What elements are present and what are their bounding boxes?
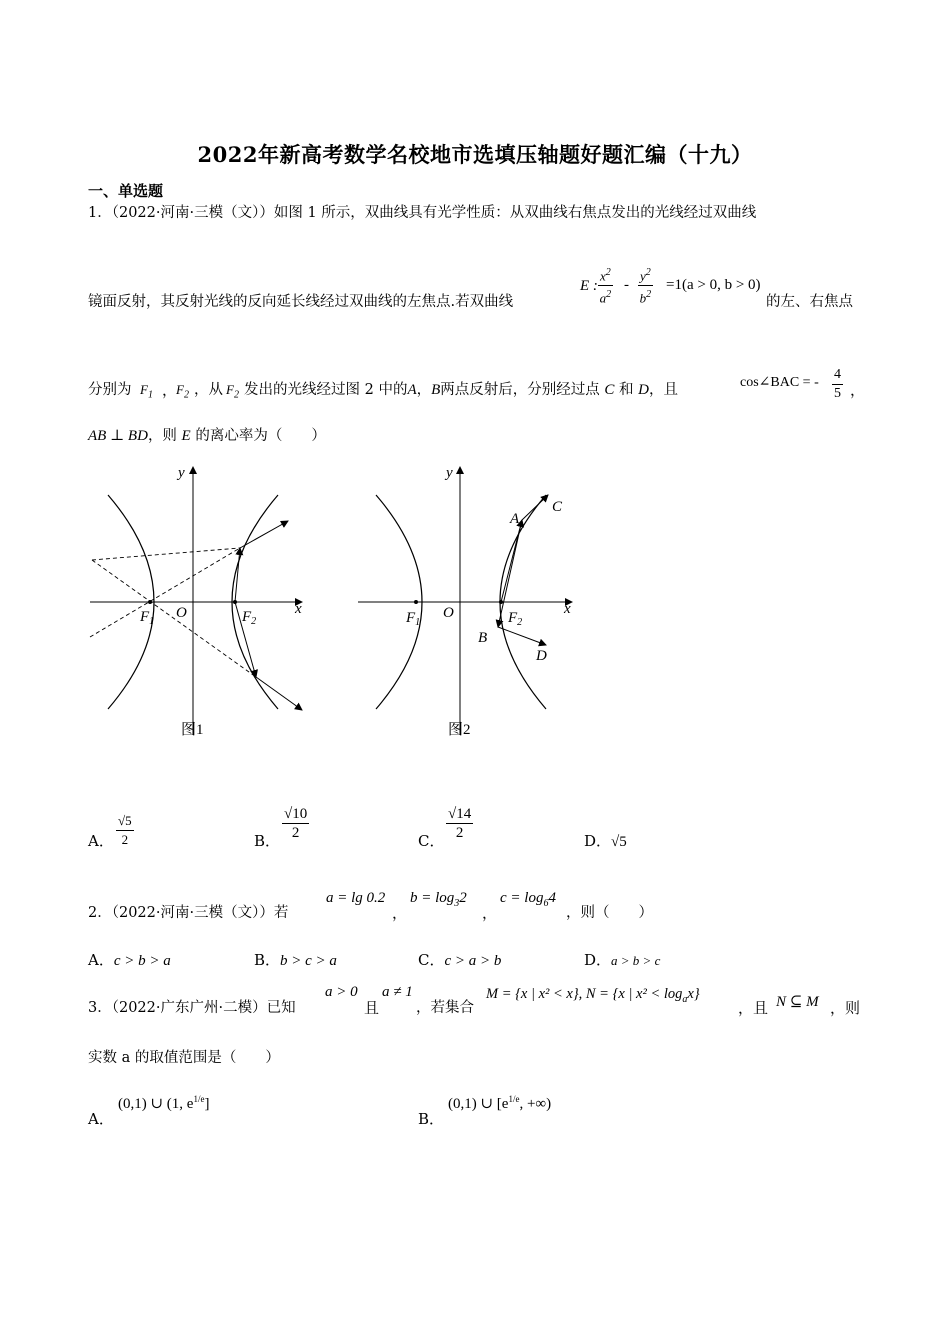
q3-subset: N ⊆ M [776, 994, 819, 1010]
q3-option-b-value: (0,1) ∪ [$e^{1/e}$, +∞) [448, 1094, 552, 1112]
q1-option-a[interactable]: A． [88, 832, 114, 850]
q2-c-expr: $c = \log_64$ [500, 890, 556, 909]
q1-line2a: 镜面反射，其反射光线的反向延长线经过双曲线的左焦点.若双曲线 [88, 294, 514, 310]
section-heading: 一、单选题 [88, 182, 164, 200]
q3-option-b[interactable]: B． [418, 1110, 445, 1128]
q3-cond1: a > 0 [325, 984, 358, 1000]
q3-option-a-value: (0,1) ∪ (1, $e^{1/e}$] [118, 1094, 210, 1112]
q3-mid: ，若集合 [416, 1000, 474, 1016]
fig2-y-label: y [446, 465, 453, 481]
q2-option-c[interactable]: C．c > a > b [418, 951, 502, 969]
F1-label: $F_1$ [140, 382, 153, 401]
q1-line2b: 的左、右焦点 [766, 294, 853, 310]
figure-2 [350, 455, 590, 745]
q3-then: ，则 [830, 999, 861, 1017]
q1-option-a-value: $\frac{√5}{2}$ [118, 813, 132, 847]
fig2-F2-label: $F_2$ [508, 610, 523, 628]
F2-label-2: $F_2$ [226, 382, 239, 401]
q3-and2: ，且 [738, 999, 769, 1017]
q1-line1: 1．（2022·河南·三模（文））如图 1 所示，双曲线具有光学性质：从双曲线右焦点发出的光线经过双曲线 [88, 205, 757, 221]
q3-sets: M = {x | x² < x}, N = {x | $x^2 < \log_ax$} [486, 986, 700, 1005]
q1-option-c-value: $\frac{√14}{2}$ [448, 806, 472, 841]
q1-line3a: 分别为 [88, 382, 132, 398]
fig1-O-label: O [176, 605, 187, 621]
q1-line3b: ，从 [194, 382, 223, 398]
q3-line2: 实数 a 的取值范围是（ ） [88, 1050, 280, 1066]
q1-line3c: 发出的光线经过图 2 中的A，B两点反射后，分别经过点 C 和 D，且 [244, 382, 678, 398]
fig1-caption: 图1 [181, 722, 204, 738]
fig1-x-label: x [295, 601, 302, 617]
q2-option-a[interactable]: A．c > b > a [88, 951, 171, 969]
q3-cond2: a ≠ 1 [382, 984, 413, 1000]
q1-line4: AB ⊥ BD，则 E 的离心率为（ ） [88, 428, 326, 444]
q2-tail: ，则（ ） [566, 905, 653, 921]
fig2-caption: 图2 [448, 722, 471, 738]
q2-option-d[interactable]: D．a > b > c [584, 951, 661, 969]
q1-option-d[interactable]: D．√5 [584, 832, 627, 850]
q2-a-expr: a = lg 0.2 [326, 890, 386, 906]
q3-stem: 3．（2022·广东广州·二模）已知 [88, 1000, 296, 1016]
q3-option-a[interactable]: A． [88, 1110, 114, 1128]
fig2-C-label: C [552, 499, 563, 515]
eq-frac-x: $\frac{x^2}{a^2}$ [598, 264, 613, 308]
q1-option-c[interactable]: C． [418, 832, 445, 850]
fig2-O-label: O [443, 605, 454, 621]
eq-frac-y: $\frac{y^2}{b^2}$ [638, 264, 653, 308]
fig2-D-label: D [536, 648, 547, 664]
eq-E: E : [580, 278, 598, 294]
q1-option-b[interactable]: B． [254, 832, 281, 850]
fig2-A-label: A [510, 511, 520, 527]
q3-and: 且 [364, 999, 380, 1017]
figure-1 [80, 455, 320, 745]
fig2-x-label: x [564, 601, 571, 617]
page-title: 2022年新高考数学名校地市选填压轴题好题汇编（十九） [197, 142, 753, 167]
F2-label: $F_2$ [176, 382, 189, 401]
q2-stem: 2．（2022·河南·三模（文））若 [88, 905, 289, 921]
q1-option-b-value: $\frac{√10}{2}$ [284, 806, 308, 841]
fig1-F2-label: $F_2$ [242, 609, 257, 627]
fig1-y-label: y [178, 465, 185, 481]
fig2-F1-label: $F_1$ [406, 610, 421, 628]
fig2-B-label: B [478, 630, 488, 646]
eq-condition: =1(a > 0, b > 0) [666, 277, 761, 293]
q2-b-expr: $b = \log_32$ [410, 890, 467, 909]
q2-option-b[interactable]: B．b > c > a [254, 951, 337, 969]
fig1-F1-label: $F_1$ [140, 609, 155, 627]
